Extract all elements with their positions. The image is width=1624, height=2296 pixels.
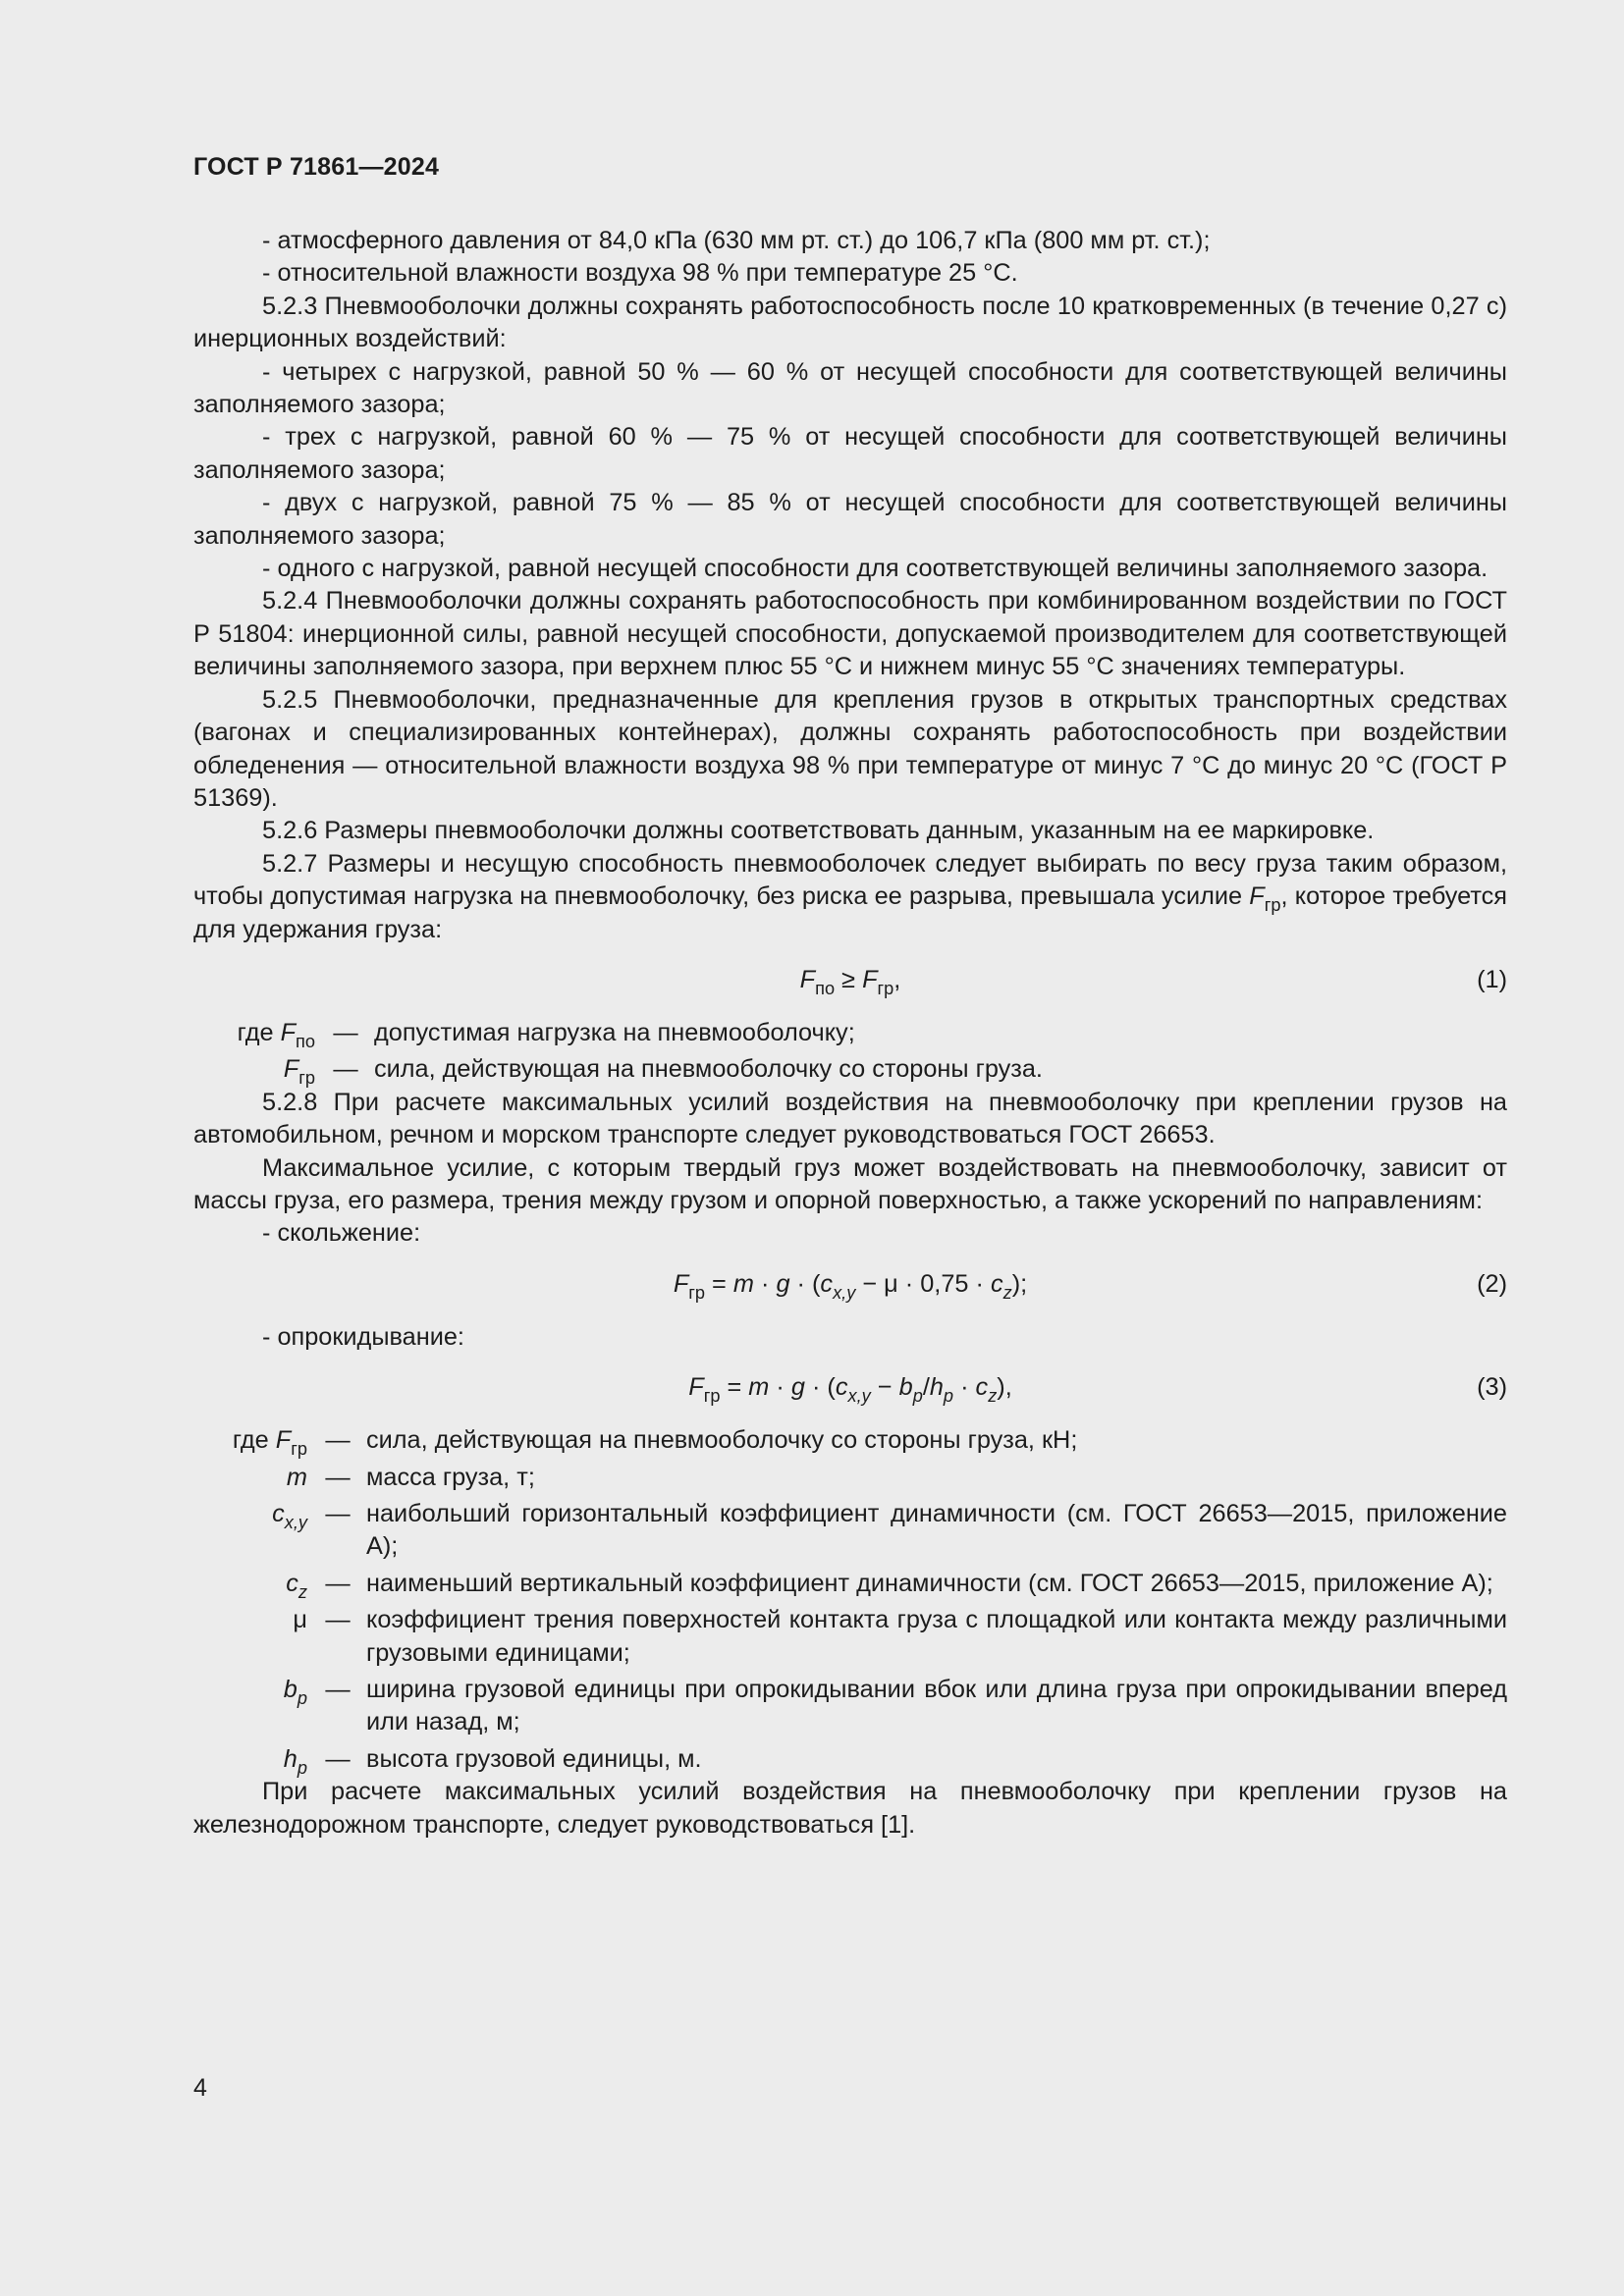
formula-subscript: p xyxy=(912,1386,923,1407)
formula-operator: · ( xyxy=(789,1269,821,1298)
formula-symbol: c xyxy=(820,1269,834,1298)
formula-symbol: h xyxy=(283,1744,298,1773)
formula-number: (2) xyxy=(1477,1269,1507,1298)
formula-symbol: c xyxy=(975,1373,989,1402)
formula-symbol: m xyxy=(748,1373,770,1402)
formula-symbol: c xyxy=(272,1500,285,1527)
formula-operator: · xyxy=(753,1269,777,1298)
formula-operator: = xyxy=(705,1269,733,1298)
where-description: наименьший вертикальный коэффициент динамичности (см. ГОСТ 26653—2015, приложение А); xyxy=(366,1569,1493,1597)
formula-subscript: z xyxy=(298,1581,307,1602)
paragraph: При расчете максимальных усилий воздействия на пневмооболочку при креплении грузов на железнодорожном транспорте, следует руководствоваться [1]. xyxy=(193,1778,1507,1839)
where-prefix: где xyxy=(232,1426,276,1455)
formula-operator: · ( xyxy=(804,1373,836,1402)
where-description: наибольший горизонтальный коэффициент динамичности (см. ГОСТ 26653—2015, приложение А); xyxy=(366,1500,1507,1561)
where-prefix: где xyxy=(237,1018,281,1046)
formula-subscript: гр xyxy=(298,1068,315,1089)
formula-subscript: по xyxy=(296,1031,315,1051)
page-number: 4 xyxy=(193,2074,207,2102)
where-symbol xyxy=(193,1604,309,1670)
formula-symbol: g xyxy=(790,1373,805,1402)
where-symbol xyxy=(193,1674,309,1739)
where-description: сила, действующая на пневмооболочку со стороны груза. xyxy=(374,1055,1043,1084)
document-body xyxy=(193,225,1507,1842)
formula-symbol: μ xyxy=(293,1606,307,1634)
where-symbol xyxy=(193,1568,309,1600)
formula-operator: − μ · 0,75 · xyxy=(855,1269,991,1298)
paragraph-text: , которое требуется для удержания груза: xyxy=(193,882,1507,943)
where-dash: — xyxy=(325,1744,351,1773)
paragraph: 5.2.3 Пневмооболочки должны сохранять работоспособность после 10 кратковременных (в течение 0,27 с) инерционных воздействий: xyxy=(193,292,1507,353)
where-symbol xyxy=(193,1053,317,1089)
where-description: коэффициент трения поверхностей контакта груза с площадкой или контакта между различными грузовыми единицами; xyxy=(366,1606,1507,1667)
formula-symbol: c xyxy=(286,1569,298,1597)
where-list-2 xyxy=(193,1424,1507,1776)
formula-operator: − xyxy=(870,1373,899,1402)
formula-2 xyxy=(193,1264,1507,1308)
formula-expression xyxy=(193,1371,1507,1407)
formula-subscript: гр xyxy=(291,1439,307,1460)
formula-subscript: p xyxy=(297,1688,307,1709)
formula-symbol: c xyxy=(835,1373,848,1402)
paragraph: 5.2.6 Размеры пневмооболочки должны соответствовать данным, указанным на ее маркировке. xyxy=(262,817,1375,845)
formula-operator: · xyxy=(769,1373,791,1402)
formula-symbol: F xyxy=(1249,882,1265,911)
formula-subscript: гр xyxy=(1264,895,1281,916)
paragraph-text: 5.2.7 Размеры и несущую способность пневмооболочек следует выбирать по весу груза таким образом, чтобы допустимая нагрузка на пневмооболочку, без риска ее разрыва, превышала усилие xyxy=(193,849,1507,911)
formula-subscript: гр xyxy=(877,978,894,998)
formula-symbol: h xyxy=(929,1373,944,1402)
formula-symbol: m xyxy=(286,1463,307,1491)
formula-subscript: p xyxy=(297,1757,307,1778)
formula-operator: ≥ xyxy=(835,965,863,993)
where-dash: — xyxy=(325,1500,351,1527)
formula-symbol: F xyxy=(283,1055,299,1084)
where-description: ширина грузовой единицы при опрокидывании вбок или длина груза при опрокидывании вперед или назад, м; xyxy=(366,1676,1507,1736)
formula-symbol: b xyxy=(283,1676,298,1704)
formula-operator: ), xyxy=(997,1373,1012,1402)
formula-subscript: z xyxy=(1002,1282,1012,1303)
paragraph: 5.2.5 Пневмооболочки, предназначенные для крепления грузов в открытых транспортных средствах (вагонах и специализированных контейнерах), должны сохранять работоспособность при воздействии обледенения — относительной влажности воздуха 98 % при температуре от минус 7 °С до минус 20 °С (ГОСТ Р 51369). xyxy=(193,685,1507,812)
formula-symbol: F xyxy=(862,965,878,993)
formula-expression xyxy=(193,1268,1507,1301)
where-symbol xyxy=(193,1743,309,1776)
where-dash: — xyxy=(325,1676,351,1704)
formula-symbol: F xyxy=(673,1269,689,1298)
where-dash: — xyxy=(325,1606,351,1634)
formula-subscript: p xyxy=(943,1386,954,1407)
formula-subscript: x,y xyxy=(847,1386,871,1407)
formula-operator: = xyxy=(720,1373,749,1402)
formula-subscript: гр xyxy=(688,1282,706,1303)
formula-symbol: b xyxy=(898,1373,913,1402)
paragraph: - относительной влажности воздуха 98 % при температуре 25 °С. xyxy=(262,259,1018,288)
formula-number: (3) xyxy=(1477,1373,1507,1402)
where-dash: — xyxy=(325,1426,351,1455)
formula-subscript: гр xyxy=(703,1386,721,1407)
formula-subscript: x,y xyxy=(284,1513,307,1532)
formula-3 xyxy=(193,1367,1507,1411)
where-description: допустимая нагрузка на пневмооболочку; xyxy=(374,1018,855,1046)
where-description: высота грузовой единицы, м. xyxy=(366,1744,702,1773)
where-list-1 xyxy=(193,1017,1507,1087)
paragraph: - трех с нагрузкой, равной 60 % — 75 % от несущей способности для соответствующей величины заполняемого зазора; xyxy=(193,423,1507,484)
paragraph: - атмосферного давления от 84,0 кПа (630 мм рт. ст.) до 106,7 кПа (800 мм рт. ст.); xyxy=(262,227,1211,254)
paragraph: - одного с нагрузкой, равной несущей способности для соответствующей величины заполняемого зазора. xyxy=(262,555,1489,583)
where-dash: — xyxy=(325,1463,351,1491)
where-symbol xyxy=(193,1017,317,1049)
formula-symbol: m xyxy=(732,1269,754,1298)
formula-operator: ); xyxy=(1011,1269,1028,1298)
formula-operator: · xyxy=(953,1373,976,1402)
formula-expression xyxy=(193,964,1507,996)
paragraph: - опрокидывание: xyxy=(262,1322,464,1351)
formula-subscript: по xyxy=(815,978,836,998)
formula-operator: / xyxy=(922,1373,930,1402)
formula-1 xyxy=(193,960,1507,1003)
paragraph: - двух с нагрузкой, равной 75 % — 85 % от несущей способности для соответствующей величины заполняемого зазора; xyxy=(193,489,1507,550)
paragraph: - четырех с нагрузкой, равной 50 % — 60 % от несущей способности для соответствующей величины заполняемого зазора; xyxy=(193,357,1507,419)
where-dash: — xyxy=(325,1569,351,1597)
paragraph: - скольжение: xyxy=(262,1219,421,1248)
paragraph-527 xyxy=(193,848,1507,946)
formula-symbol: c xyxy=(990,1269,1003,1298)
formula-subscript: z xyxy=(988,1386,998,1407)
paragraph: 5.2.8 При расчете максимальных усилий воздействия на пневмооболочку при креплении грузов на автомобильном, речном и морском транспорте следует руководствоваться ГОСТ 26653. xyxy=(193,1088,1507,1149)
formula-symbol: F xyxy=(275,1426,292,1455)
paragraph: 5.2.4 Пневмооболочки должны сохранять работоспособность при комбинированном воздействии по ГОСТ Р 51804: инерционной силы, равной несущей способности, допускаемой производителем для соответствующей величины заполняемого зазора, при верхнем плюс 55 °С и нижнем минус 55 °С значениях температуры. xyxy=(193,587,1507,681)
formula-symbol: F xyxy=(280,1018,297,1046)
formula-number: (1) xyxy=(1477,965,1507,993)
formula-symbol: F xyxy=(799,965,816,993)
where-symbol xyxy=(193,1462,309,1494)
where-dash: — xyxy=(333,1055,358,1084)
document-code-header: ГОСТ Р 71861—2024 xyxy=(193,153,440,181)
where-symbol xyxy=(193,1424,309,1460)
formula-subscript: x,y xyxy=(833,1282,856,1303)
where-dash: — xyxy=(333,1018,358,1046)
where-symbol xyxy=(193,1498,309,1564)
formula-operator: , xyxy=(893,965,901,993)
where-description: масса груза, т; xyxy=(366,1463,535,1491)
paragraph: Максимальное усилие, с которым твердый груз может воздействовать на пневмооболочку, зависит от массы груза, его размера, трения между грузом и опорной поверхностью, а также ускорений по направлениям: xyxy=(193,1153,1507,1214)
where-description: сила, действующая на пневмооболочку со стороны груза, кН; xyxy=(366,1426,1078,1455)
formula-symbol: g xyxy=(776,1269,790,1298)
formula-symbol: F xyxy=(688,1373,704,1402)
